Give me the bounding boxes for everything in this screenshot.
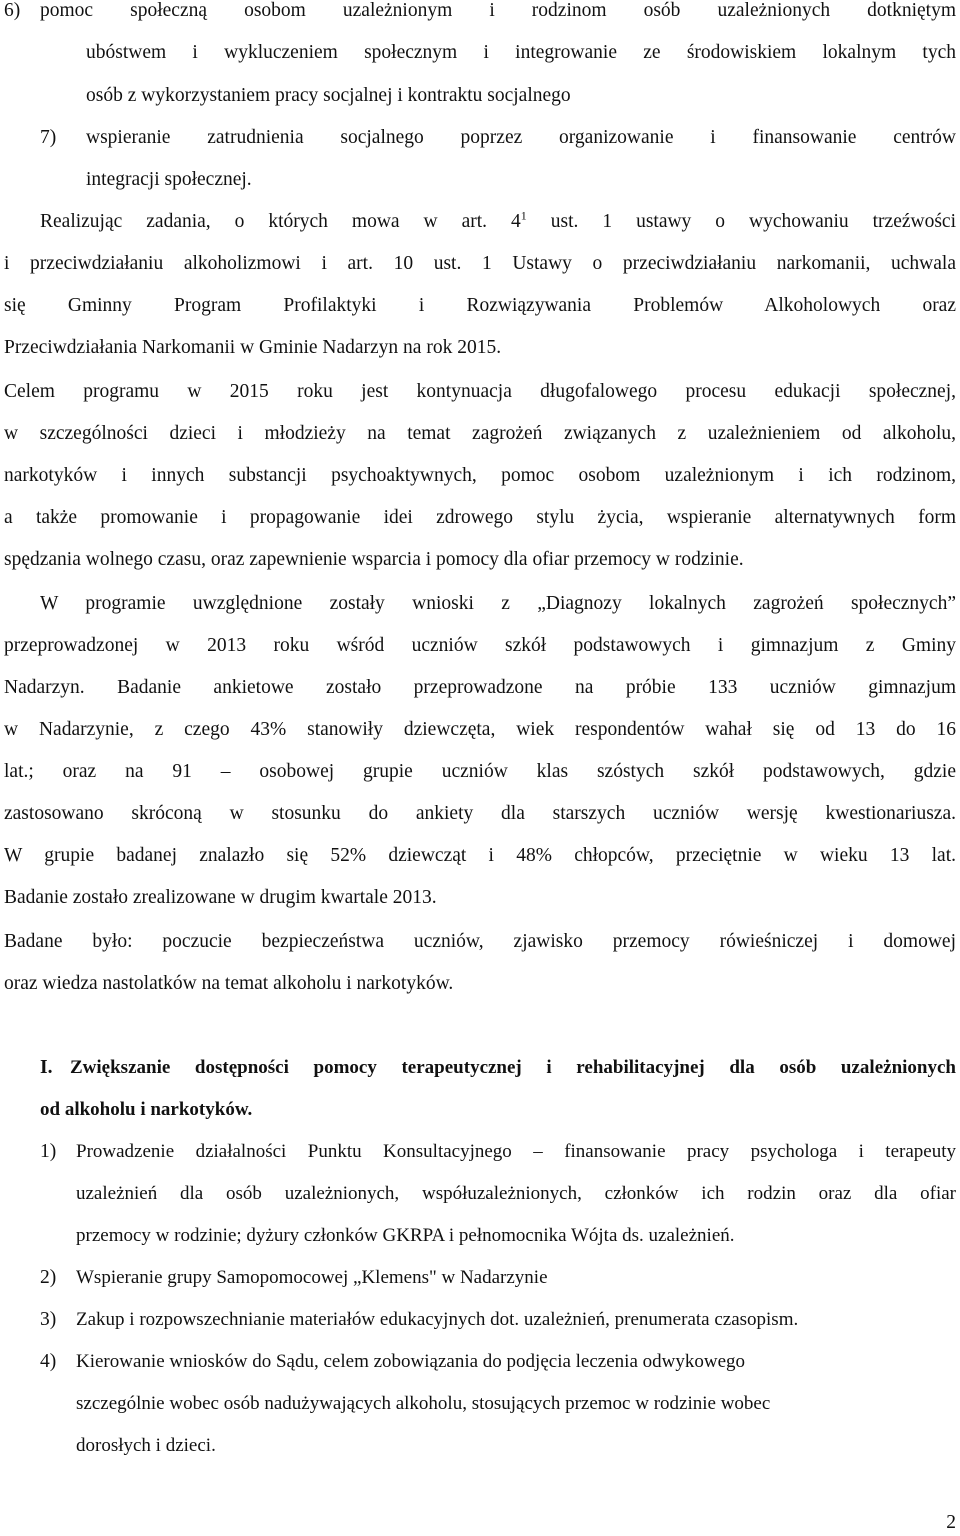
section-item4-line1: Kierowanie wniosków do Sądu, celem zobowiązania do podjęcia leczenia odwykowego [76, 1351, 745, 1372]
list-number: 7) [40, 127, 57, 148]
diagnosis-line3: Nadarzyn. Badanie ankietowe zostało przeprowadzone na próbie 133 uczniów gimnazjum [4, 677, 956, 698]
page-number: 2 [946, 1512, 956, 1533]
diagnosis-line5: lat.; oraz na 91 – osobowej grupie uczniów klas szóstych szkół podstawowych, gdzie [4, 761, 956, 782]
section-item2-line1: Wspieranie grupy Samopomocowej „Klemens" w Nadarzynie [76, 1267, 548, 1288]
goal-line4: a także promowanie i propagowanie idei zdrowego stylu życia, wspieranie alternatywnych form [4, 507, 956, 528]
intro-line4: Przeciwdziałania Narkomanii w Gminie Nadarzyn na rok 2015. [4, 337, 502, 358]
section-item1-line1: Prowadzenie działalności Punktu Konsultacyjnego – finansowanie pracy psychologa i terapeuty [76, 1141, 956, 1162]
list-number: 6) [4, 0, 21, 21]
goal-line5: spędzania wolnego czasu, oraz zapewnienie wsparcia i pomocy dla ofiar przemocy w rodzinie. [4, 549, 744, 570]
section-item1-line2: uzależnień dla osób uzależnionych, współuzależnionych, członków ich rodzin oraz dla ofiar [76, 1183, 956, 1204]
section-title: Zwiększanie dostępności pomocy terapeutycznej i rehabilitacyjnej dla osób uzależnionych [70, 1057, 956, 1078]
list-number: 3) [40, 1309, 57, 1330]
studied-line1: Badane było: poczucie bezpieczeństwa uczniów, zjawisko przemocy rówieśniczej i domowej [4, 931, 956, 952]
diagnosis-line4: w Nadarzynie, z czego 43% stanowiły dziewczęta, wiek respondentów wahał się od 13 do 16 [4, 719, 956, 740]
studied-line2: oraz wiedza nastolatków na temat alkoholu i narkotyków. [4, 973, 454, 994]
item6-line3: osób z wykorzystaniem pracy socjalnej i kontraktu socjalnego [86, 85, 571, 106]
list-number: 2) [40, 1267, 57, 1288]
list-number: 1) [40, 1141, 57, 1162]
goal-line2: w szczególności dzieci i młodzieży na temat zagrożeń związanych z uzależnieniem od alkoholu, [4, 423, 956, 444]
goal-line3: narkotyków i innych substancji psychoaktywnych, pomoc osobom uzależnionym i ich rodzinom, [4, 465, 956, 486]
diagnosis-line2: przeprowadzonej w 2013 roku wśród uczniów szkół podstawowych i gimnazjum z Gminy [4, 635, 956, 656]
section-number: I. [40, 1057, 53, 1078]
item7-line1: wspieranie zatrudnienia socjalnego poprzez organizowanie i finansowanie centrów [86, 127, 956, 148]
section-title-cont: od alkoholu i narkotyków. [40, 1099, 253, 1120]
section-item4-line3: dorosłych i dzieci. [76, 1435, 216, 1456]
diagnosis-line6: zastosowano skróconą w stosunku do ankiety dla starszych uczniów wersję kwestionariusza. [4, 803, 956, 824]
intro-line3: się Gminny Program Profilaktyki i Rozwiązywania Problemów Alkoholowych oraz [4, 295, 956, 316]
item6-line1: pomoc społeczną osobom uzależnionym i rodzinom osób uzależnionych dotkniętym [40, 0, 956, 21]
item6-line2: ubóstwem i wykluczeniem społecznym i integrowanie ze środowiskiem lokalnym tych [86, 42, 956, 63]
section-item1-line3: przemocy w rodzinie; dyżury członków GKRPA i pełnomocnika Wójta ds. uzależnień. [76, 1225, 735, 1246]
goal-line1: Celem programu w 2015 roku jest kontynuacja długofalowego procesu edukacji społecznej, [4, 381, 956, 402]
section-item4-line2: szczególnie wobec osób nadużywających alkoholu, stosujących przemoc w rodzinie wobec [76, 1393, 771, 1414]
diagnosis-line8: Badanie zostało zrealizowane w drugim kwartale 2013. [4, 887, 437, 908]
diagnosis-line1: W programie uwzględnione zostały wnioski z „Diagnozy lokalnych zagrożeń społecznych” [40, 593, 956, 614]
intro-line1: Realizując zadania, o których mowa w art. $4^1$ ust. 1 ustawy o wychowaniu trzeźwości [40, 208, 956, 232]
item7-line2: integracji społecznej. [86, 169, 252, 190]
section-item3-line1: Zakup i rozpowszechnianie materiałów edukacyjnych dot. uzależnień, prenumerata czasopism. [76, 1309, 799, 1330]
list-number: 4) [40, 1351, 57, 1372]
intro-line2: i przeciwdziałaniu alkoholizmowi i art. 10 ust. 1 Ustawy o przeciwdziałaniu narkomanii, uchwala [4, 253, 956, 274]
diagnosis-line7: W grupie badanej znalazło się 52% dziewcząt i 48% chłopców, przeciętnie w wieku 13 lat. [4, 845, 956, 866]
